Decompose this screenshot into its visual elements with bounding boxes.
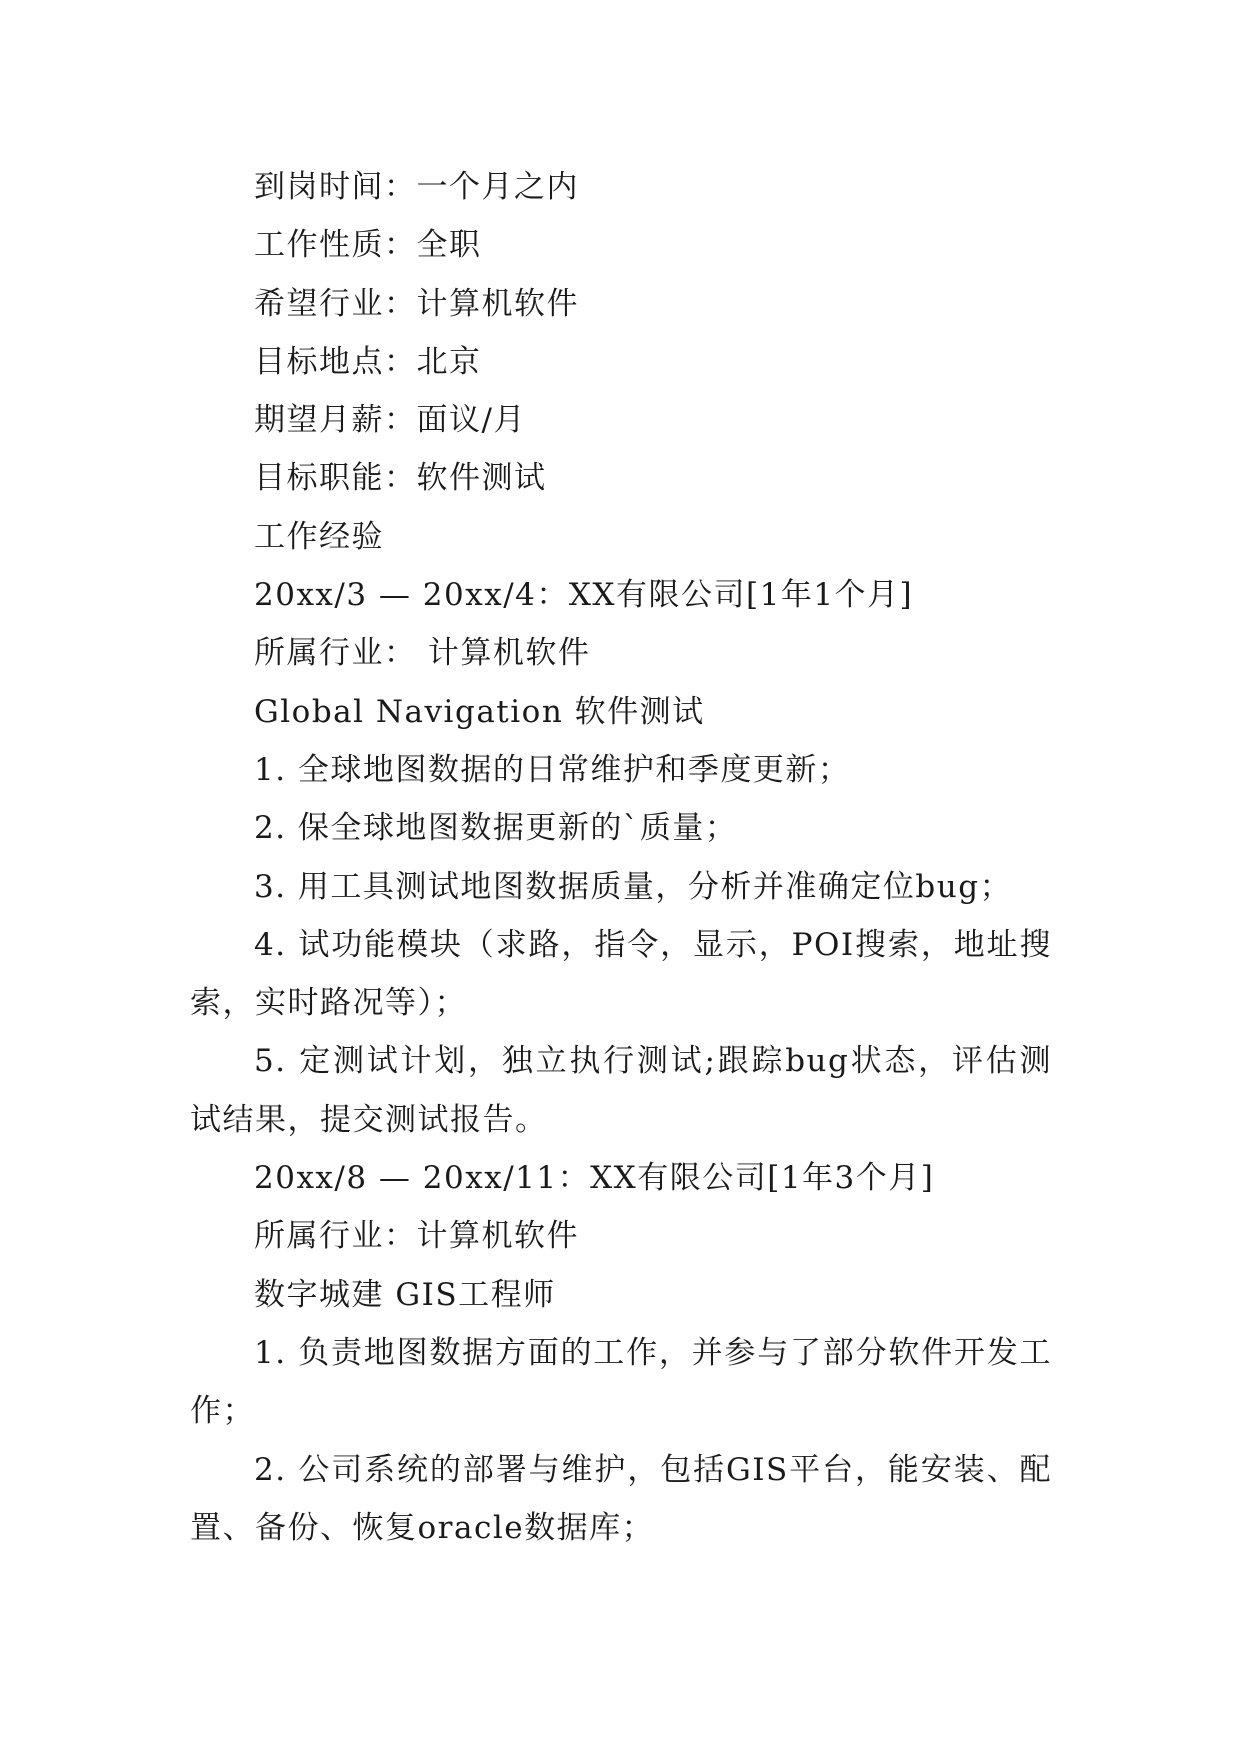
job-2-period: 20xx/8 — 20xx/11：XX有限公司[1年3个月]: [254, 1160, 935, 1197]
job-1-industry: 所属行业： 计算机软件: [254, 635, 591, 672]
job-2-title: 数字城建 GIS工程师: [254, 1276, 556, 1313]
expected-salary-line: 期望月薪：面议/月: [254, 402, 526, 439]
job-1-duty-1: 1. 全球地图数据的日常维护和季度更新；: [254, 751, 851, 788]
job-1-period: 20xx/3 — 20xx/4：XX有限公司[1年1个月]: [254, 577, 914, 614]
job-2-industry: 所属行业：计算机软件: [254, 1218, 579, 1255]
arrival-time-line: 到岗时间：一个月之内: [254, 169, 579, 205]
job-1-duty-5: 5. 定测试计划，独立执行测试;跟踪bug状态，评估测试结果，提交测试报告。: [190, 1043, 1052, 1138]
job-1-duty-4: 4. 试功能模块（求路，指令，显示，POI搜索，地址搜索，实时路况等）；: [190, 926, 1052, 1022]
desired-industry-line: 希望行业：计算机软件: [254, 285, 579, 322]
job-1-duty-2: 2. 保全球地图数据更新的`质量；: [254, 810, 738, 847]
job-1-duty-3: 3. 用工具测试地图数据质量，分析并准确定位bug；: [254, 868, 1013, 905]
job-type-line: 工作性质：全职: [254, 227, 482, 264]
target-function-line: 目标职能：软件测试: [254, 460, 547, 497]
target-location-line: 目标地点：北京: [254, 343, 482, 380]
job-2-duty-1: 1. 负责地图数据方面的工作，并参与了部分软件开发工作；: [190, 1334, 1052, 1430]
job-1-title: Global Navigation 软件测试: [254, 693, 705, 730]
document-body: [190, 158, 1052, 1557]
job-2-duty-2: 2. 公司系统的部署与维护，包括GIS平台，能安装、配置、备份、恢复oracle数据库；: [190, 1451, 1052, 1546]
work-experience-heading: 工作经验: [254, 518, 384, 555]
